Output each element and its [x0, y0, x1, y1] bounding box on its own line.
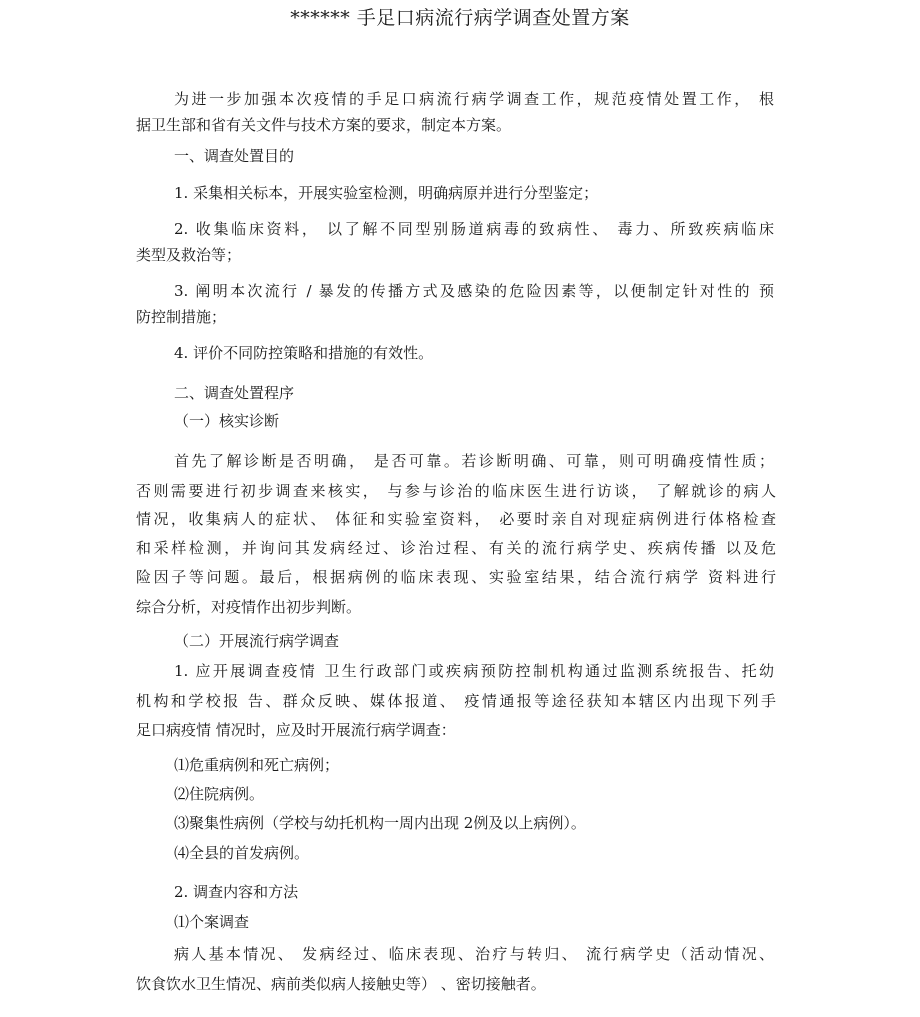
list-item: ⑵住院病例。: [174, 785, 265, 803]
paragraph-line: 综合分析，对疫情作出初步判断。: [136, 598, 362, 616]
section-heading: 一、调查处置目的: [174, 147, 295, 165]
subsection-heading: （一）核实诊断: [174, 412, 280, 430]
paragraph-line: 足口病疫情 情况时，应及时开展流行病学调查：: [136, 721, 456, 739]
list-item: 2. 调查内容和方法: [174, 883, 299, 901]
section-heading: 二、调查处置程序: [174, 384, 295, 402]
document-title: ****** 手足口病流行病学调查处置方案: [290, 7, 630, 29]
list-item: ⑶聚集性病例（学校与幼托机构一周内出现 2例及以上病例）。: [174, 814, 586, 832]
paragraph-line: 类型及救治等；: [136, 246, 242, 264]
paragraph-line: 否则需要进行初步调查来核实， 与参与诊治的临床医生进行访谈， 了解就诊的病人: [136, 482, 776, 500]
paragraph-line: 为进一步加强本次疫情的手足口病流行病学调查工作，规范疫情处置工作， 根: [174, 90, 774, 108]
subsection-heading: （二）开展流行病学调查: [174, 632, 340, 650]
paragraph-line: 病人基本情况、 发病经过、临床表现、治疗与转归、 流行病学史（活动情况、: [174, 945, 774, 963]
subsection-heading: ⑴个案调查: [174, 913, 250, 931]
paragraph-line: 情况，收集病人的症状、 体征和实验室资料， 必要时亲自对现症病例进行体格检查: [136, 510, 776, 528]
paragraph-line: 据卫生部和省有关文件与技术方案的要求，制定本方案。: [136, 116, 512, 134]
list-item: 2. 收集临床资料， 以了解不同型别肠道病毒的致病性、 毒力、所致疾病临床: [174, 220, 774, 238]
paragraph-line: 1. 应开展调查疫情 卫生行政部门或疾病预防控制机构通过监测系统报告、托幼: [174, 662, 774, 680]
list-item: 1. 采集相关标本，开展实验室检测，明确病原并进行分型鉴定；: [174, 184, 599, 202]
paragraph-line: 饮食饮水卫生情况、病前类似病人接触史等） 、密切接触者。: [136, 975, 546, 993]
paragraph-line: 防控制措施；: [136, 308, 227, 326]
list-item: 4. 评价不同防控策略和措施的有效性。: [174, 344, 434, 362]
list-item: 3. 阐明本次流行 / 暴发的传播方式及感染的危险因素等，以便制定针对性的 预: [174, 282, 774, 300]
list-item: ⑴危重病例和死亡病例；: [174, 756, 340, 774]
paragraph-line: 险因子等问题。最后，根据病例的临床表现、实验室结果，结合流行病学 资料进行: [136, 568, 776, 586]
paragraph-line: 机构和学校报 告、群众反映、媒体报道、 疫情通报等途径获知本辖区内出现下列手: [136, 692, 776, 710]
paragraph-line: 和采样检测，并询问其发病经过、诊治过程、有关的流行病学史、疾病传播 以及危: [136, 539, 776, 557]
paragraph-line: 首先了解诊断是否明确， 是否可靠。若诊断明确、可靠，则可明确疫情性质；: [174, 452, 774, 470]
list-item: ⑷全县的首发病例。: [174, 844, 310, 862]
